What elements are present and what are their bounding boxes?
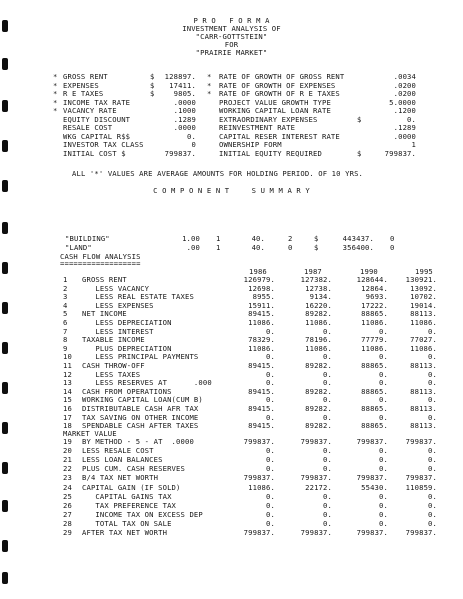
market-value-label: MARKET VALUE — [63, 429, 117, 438]
component-life: 40. — [251, 234, 265, 243]
component-cost: 356400. — [342, 242, 374, 252]
assumptions-note: ALL '*' VALUES ARE AVERAGE AMOUNTS FOR HOLDING PERIOD. OF 10 YRS. — [72, 169, 364, 178]
assumption-marker: * — [53, 97, 58, 107]
cell-value: 0. — [266, 464, 275, 474]
component-cost: 443437. — [342, 234, 374, 243]
line-label: LESS DEPRECIATION — [82, 318, 172, 327]
line-label: DISTRIBUTABLE CASH AFR TAX — [82, 404, 199, 413]
cell-value: 88113. — [410, 386, 437, 396]
assumption-label: INITIAL COST $ — [63, 148, 126, 158]
assumption-value: 0. — [187, 131, 196, 141]
cell-value: 12864. — [361, 283, 388, 293]
cell-value: 88865. — [361, 421, 388, 431]
line-number: 21 — [63, 455, 72, 465]
header-project: "PRAIRIE MARKET" — [195, 48, 268, 57]
cell-value: 799837. — [356, 437, 388, 446]
assumption-label: WORKING CAPITAL LOAN RATE — [219, 106, 331, 115]
cell-value: 22172. — [305, 482, 332, 492]
cell-value: 11086. — [410, 318, 437, 327]
component-sch: 0 — [390, 234, 395, 243]
cell-value: 0. — [266, 369, 275, 379]
line-number: 11 — [63, 361, 72, 370]
assumption-label: OWNERSHIP FORM — [219, 140, 282, 149]
cell-value: 799837. — [243, 473, 275, 483]
cell-value: 9693. — [365, 292, 388, 302]
cell-value: 0. — [266, 395, 275, 405]
assumption-currency: $ — [150, 80, 155, 90]
line-label: LESS RESERVES AT .000 — [82, 378, 212, 388]
line-number: 24 — [63, 482, 72, 492]
cell-value: 11086. — [248, 482, 275, 492]
cell-value: 130921. — [405, 275, 437, 284]
cell-value: 0. — [266, 455, 275, 465]
cell-value: 0. — [428, 509, 437, 519]
cell-value: 0. — [323, 455, 332, 465]
cash-flow-title: CASH FLOW ANALYSIS — [60, 252, 141, 261]
line-label: LESS LOAN BALANCES — [82, 455, 163, 465]
cell-value: 0. — [379, 464, 388, 474]
line-label: GROSS RENT — [82, 275, 127, 284]
cell-value: 0. — [323, 509, 332, 519]
cell-value: 0. — [323, 352, 332, 362]
component-life: 40. — [251, 242, 265, 252]
year-header: 1990 — [360, 267, 378, 276]
cell-value: 0. — [323, 326, 332, 336]
cell-value: 77027. — [410, 335, 437, 345]
cell-value: 0. — [266, 446, 275, 456]
cell-value: 12698. — [248, 283, 275, 293]
line-label: SPENDABLE CASH AFTER TAXES — [82, 421, 199, 431]
assumption-value: .0200 — [393, 89, 416, 98]
assumption-value: 17411. — [169, 80, 196, 90]
assumption-label: INCOME TAX RATE — [63, 97, 131, 107]
line-number: 15 — [63, 395, 72, 405]
assumption-label: PROJECT VALUE GROWTH TYPE — [219, 97, 331, 107]
assumption-currency: $ — [150, 72, 155, 81]
cell-value: 88113. — [410, 404, 437, 413]
year-header: 1987 — [304, 267, 322, 276]
line-label: LESS RESALE COST — [82, 446, 154, 456]
assumption-value: .1289 — [173, 114, 196, 124]
binder-hole — [2, 422, 8, 434]
binder-hole — [2, 342, 8, 354]
line-label: BY METHOD - 5 - AT .0000 — [82, 437, 194, 446]
cell-value: 0. — [379, 518, 388, 528]
assumption-value: .0000 — [173, 123, 196, 132]
line-number: 1 — [63, 275, 68, 284]
cell-value: 0. — [379, 369, 388, 379]
assumption-label: VACANCY RATE — [63, 106, 117, 115]
cell-value: 0. — [266, 518, 275, 528]
assumption-value: 0. — [407, 114, 416, 124]
cell-value: 0. — [428, 326, 437, 336]
line-label: TOTAL TAX ON SALE — [82, 518, 172, 528]
cell-value: 0. — [428, 369, 437, 379]
assumption-value: 799837. — [164, 148, 196, 158]
header-subtitle: INVESTMENT ANALYSIS OF — [182, 24, 281, 33]
component-currency: $ — [314, 242, 319, 252]
line-label: INCOME TAX ON EXCESS DEP — [82, 509, 203, 519]
line-number: 2 — [63, 283, 68, 293]
cell-value: 0. — [266, 491, 275, 501]
cell-value: 126979. — [243, 275, 275, 284]
cell-value: 11086. — [305, 343, 332, 353]
line-number: 26 — [63, 500, 72, 510]
cell-value: 89282. — [305, 361, 332, 370]
line-label: LESS INTEREST — [82, 326, 154, 336]
binder-hole — [2, 262, 8, 274]
cell-value: 799837. — [356, 528, 388, 537]
assumption-label: GROSS RENT — [63, 72, 108, 81]
assumption-marker: * — [207, 72, 212, 81]
assumption-currency: $ — [150, 89, 155, 98]
cell-value: 0. — [323, 412, 332, 422]
line-label: TAX SAVING ON OTHER INCOME — [82, 412, 199, 422]
assumption-value: 799837. — [384, 148, 416, 158]
line-label: WORKING CAPITAL LOAN(CUM B) — [82, 395, 203, 405]
cell-value: 89415. — [248, 404, 275, 413]
assumption-value: .1200 — [393, 106, 416, 115]
cell-value: 16220. — [305, 300, 332, 310]
cell-value: 78196. — [305, 335, 332, 345]
line-label: PLUS DEPRECIATION — [82, 343, 172, 353]
assumption-label: RATE OF GROWTH OF EXPENSES — [219, 80, 336, 90]
line-label: TAX PREFERENCE TAX — [82, 500, 177, 510]
line-number: 10 — [63, 352, 72, 362]
cell-value: 799837. — [405, 473, 437, 483]
component-pct: 1.00 — [182, 234, 200, 243]
cell-value: 0. — [323, 378, 332, 388]
assumption-value: .0200 — [393, 80, 416, 90]
cell-value: 88865. — [361, 404, 388, 413]
cell-value: 89282. — [305, 404, 332, 413]
cell-value: 9134. — [309, 292, 332, 302]
assumption-value: 128897. — [164, 72, 196, 81]
cell-value: 89282. — [305, 421, 332, 431]
line-number: 4 — [63, 300, 68, 310]
cell-value: 0. — [266, 509, 275, 519]
cell-value: 0. — [379, 326, 388, 336]
cell-value: 15911. — [248, 300, 275, 310]
cell-value: 799837. — [243, 437, 275, 446]
assumption-label: RATE OF GROWTH OF R E TAXES — [219, 89, 340, 98]
cell-value: 0. — [323, 500, 332, 510]
cell-value: 0. — [379, 446, 388, 456]
cell-value: 0. — [428, 500, 437, 510]
line-label: AFTER TAX NET WORTH — [82, 528, 168, 537]
component-currency: $ — [314, 234, 319, 243]
cell-value: 19014. — [410, 300, 437, 310]
cell-value: 0. — [428, 518, 437, 528]
assumption-label: EQUITY DISCOUNT — [63, 114, 131, 124]
cell-value: 0. — [428, 378, 437, 388]
cell-value: 0. — [428, 395, 437, 405]
line-label: CASH THROW-OFF — [82, 361, 145, 370]
assumption-value: .1289 — [393, 123, 416, 132]
line-number: 18 — [63, 421, 72, 431]
assumption-label: EXPENSES — [63, 80, 99, 90]
cell-value: 0. — [428, 412, 437, 422]
assumption-value: 9805. — [173, 89, 196, 98]
cell-value: 0. — [323, 491, 332, 501]
cell-value: 17222. — [361, 300, 388, 310]
cell-value: 78329. — [248, 335, 275, 345]
cell-value: 0. — [266, 326, 275, 336]
cell-value: 88113. — [410, 421, 437, 431]
assumption-label: INVESTOR TAX CLASS — [63, 140, 144, 149]
cell-value: 0. — [428, 491, 437, 501]
cell-value: 0. — [379, 455, 388, 465]
cell-value: 0. — [379, 395, 388, 405]
line-label: CAPITAL GAIN (IF SOLD) — [82, 482, 181, 492]
binder-hole — [2, 222, 8, 234]
assumption-label: INITIAL EQUITY REQUIRED — [219, 148, 322, 158]
binder-hole — [2, 140, 8, 152]
assumption-currency: $ — [357, 148, 362, 158]
line-label: NET INCOME — [82, 309, 127, 319]
line-number: 29 — [63, 528, 72, 537]
component-summary-title: C O M P O N E N T S U M M A R Y — [153, 186, 310, 195]
cell-value: 89282. — [305, 386, 332, 396]
assumption-value: 0 — [191, 140, 196, 149]
cell-value: 55430. — [361, 482, 388, 492]
cell-value: 799837. — [243, 528, 275, 537]
cell-value: 0. — [323, 446, 332, 456]
cell-value: 0. — [428, 352, 437, 362]
cell-value: 11086. — [361, 318, 388, 327]
cell-value: 0. — [428, 455, 437, 465]
cell-value: 799837. — [405, 528, 437, 537]
cell-value: 0. — [266, 352, 275, 362]
assumption-marker: * — [207, 89, 212, 98]
cell-value: 799837. — [300, 528, 332, 537]
line-label: CAPITAL GAINS TAX — [82, 491, 172, 501]
binder-hole — [2, 58, 8, 70]
cell-value: 11086. — [248, 343, 275, 353]
header-title: P R O F O R M A — [193, 16, 270, 25]
line-label: CASH FROM OPERATIONS — [82, 386, 172, 396]
cell-value: 799837. — [405, 437, 437, 446]
line-number: 20 — [63, 446, 72, 456]
binder-hole — [2, 302, 8, 314]
assumption-label: EXTRAORDINARY EXPENSES — [219, 114, 318, 124]
binder-holes — [0, 0, 12, 599]
cell-value: 0. — [323, 464, 332, 474]
cell-value: 0. — [266, 378, 275, 388]
assumption-value: .0034 — [393, 72, 416, 81]
line-label: TAXABLE INCOME — [82, 335, 145, 345]
line-number: 27 — [63, 509, 72, 519]
cell-value: 12738. — [305, 283, 332, 293]
cell-value: 0. — [379, 491, 388, 501]
cell-value: 88865. — [361, 361, 388, 370]
cell-value: 88865. — [361, 309, 388, 319]
component-title: "BUILDING" — [65, 234, 110, 243]
cell-value: 11086. — [305, 318, 332, 327]
assumption-label: RESALE COST — [63, 123, 113, 132]
cell-value: 89415. — [248, 309, 275, 319]
binder-hole — [2, 572, 8, 584]
cell-value: 11086. — [248, 318, 275, 327]
line-number: 23 — [63, 473, 72, 483]
assumption-marker: * — [207, 80, 212, 90]
line-number: 25 — [63, 491, 72, 501]
line-number: 22 — [63, 464, 72, 474]
assumption-value: .0000 — [393, 131, 416, 141]
binder-hole — [2, 100, 8, 112]
assumption-label: RATE OF GROWTH OF GROSS RENT — [219, 72, 345, 81]
assumption-value: 1 — [411, 140, 416, 149]
cell-value: 110859. — [405, 482, 437, 492]
header-for: FOR — [224, 40, 239, 49]
line-number: 7 — [63, 326, 68, 336]
line-number: 14 — [63, 386, 72, 396]
cell-value: 88865. — [361, 386, 388, 396]
cell-value: 0. — [323, 369, 332, 379]
cell-value: 799837. — [356, 473, 388, 483]
line-number: 8 — [63, 335, 68, 345]
line-number: 16 — [63, 404, 72, 413]
header-company: "CARR-GOTTSTEIN" — [195, 32, 268, 41]
assumption-label: REINVESTMENT RATE — [219, 123, 296, 132]
line-number: 6 — [63, 318, 68, 327]
line-number: 3 — [63, 292, 68, 302]
assumption-label: CAPITAL RESER INTEREST RATE — [219, 131, 340, 141]
line-number: 17 — [63, 412, 72, 422]
cell-value: 128644. — [356, 275, 388, 284]
line-number: 28 — [63, 518, 72, 528]
line-label: LESS VACANCY — [82, 283, 150, 293]
cell-value: 0. — [323, 518, 332, 528]
cell-value: 89415. — [248, 386, 275, 396]
cell-value: 0. — [379, 500, 388, 510]
component-begin: 1 — [216, 242, 221, 252]
cell-value: 0. — [428, 464, 437, 474]
line-number: 9 — [63, 343, 68, 353]
line-number: 5 — [63, 309, 68, 319]
component-sch: 0 — [390, 242, 395, 252]
cell-value: 10702. — [410, 292, 437, 302]
cell-value: 13092. — [410, 283, 437, 293]
cell-value: 0. — [428, 446, 437, 456]
component-begin: 1 — [216, 234, 221, 243]
assumption-label: WKG CAPITAL R$$ — [63, 131, 131, 141]
cell-value: 0. — [379, 352, 388, 362]
cell-value: 127382. — [300, 275, 332, 284]
assumption-marker: * — [53, 106, 58, 115]
cell-value: 0. — [323, 395, 332, 405]
cell-value: 11086. — [361, 343, 388, 353]
line-label: PLUS CUM. CASH RESERVES — [82, 464, 185, 474]
cell-value: 88113. — [410, 309, 437, 319]
assumption-marker: * — [53, 72, 58, 81]
line-label: B/4 TAX NET WORTH — [82, 473, 159, 483]
cell-value: 0. — [266, 500, 275, 510]
assumption-currency: $ — [357, 114, 362, 124]
cell-value: 0. — [379, 412, 388, 422]
cell-value: 799837. — [300, 473, 332, 483]
assumption-label: R E TAXES — [63, 89, 104, 98]
line-label: LESS PRINCIPAL PAYMENTS — [82, 352, 199, 362]
binder-hole — [2, 382, 8, 394]
cell-value: 11086. — [410, 343, 437, 353]
cell-value: 77779. — [361, 335, 388, 345]
cash-flow-underline: ================== — [60, 259, 141, 268]
cell-value: 89415. — [248, 421, 275, 431]
line-label: LESS EXPENSES — [82, 300, 154, 310]
assumption-value: 5.0000 — [389, 97, 416, 107]
binder-hole — [2, 500, 8, 512]
component-pct: .00 — [186, 242, 200, 252]
component-method: 0 — [288, 242, 293, 252]
year-header: 1986 — [249, 267, 267, 276]
cell-value: 799837. — [300, 437, 332, 446]
cell-value: 0. — [379, 509, 388, 519]
line-number: 12 — [63, 369, 72, 379]
binder-hole — [2, 462, 8, 474]
cell-value: 89415. — [248, 361, 275, 370]
line-number: 19 — [63, 437, 72, 446]
component-method: 2 — [288, 234, 293, 243]
cell-value: 88113. — [410, 361, 437, 370]
cell-value: 8955. — [252, 292, 275, 302]
component-title: "LAND" — [65, 242, 92, 252]
assumption-value: .1000 — [173, 106, 196, 115]
binder-hole — [2, 540, 8, 552]
assumption-value: .0000 — [173, 97, 196, 107]
cell-value: 89282. — [305, 309, 332, 319]
assumption-marker: * — [53, 80, 58, 90]
line-number: 13 — [63, 378, 72, 388]
cell-value: 0. — [266, 412, 275, 422]
line-label: LESS TAXES — [82, 369, 141, 379]
assumption-marker: * — [53, 89, 58, 98]
year-header: 1995 — [415, 267, 433, 276]
line-label: LESS REAL ESTATE TAXES — [82, 292, 194, 302]
cell-value: 0. — [379, 378, 388, 388]
